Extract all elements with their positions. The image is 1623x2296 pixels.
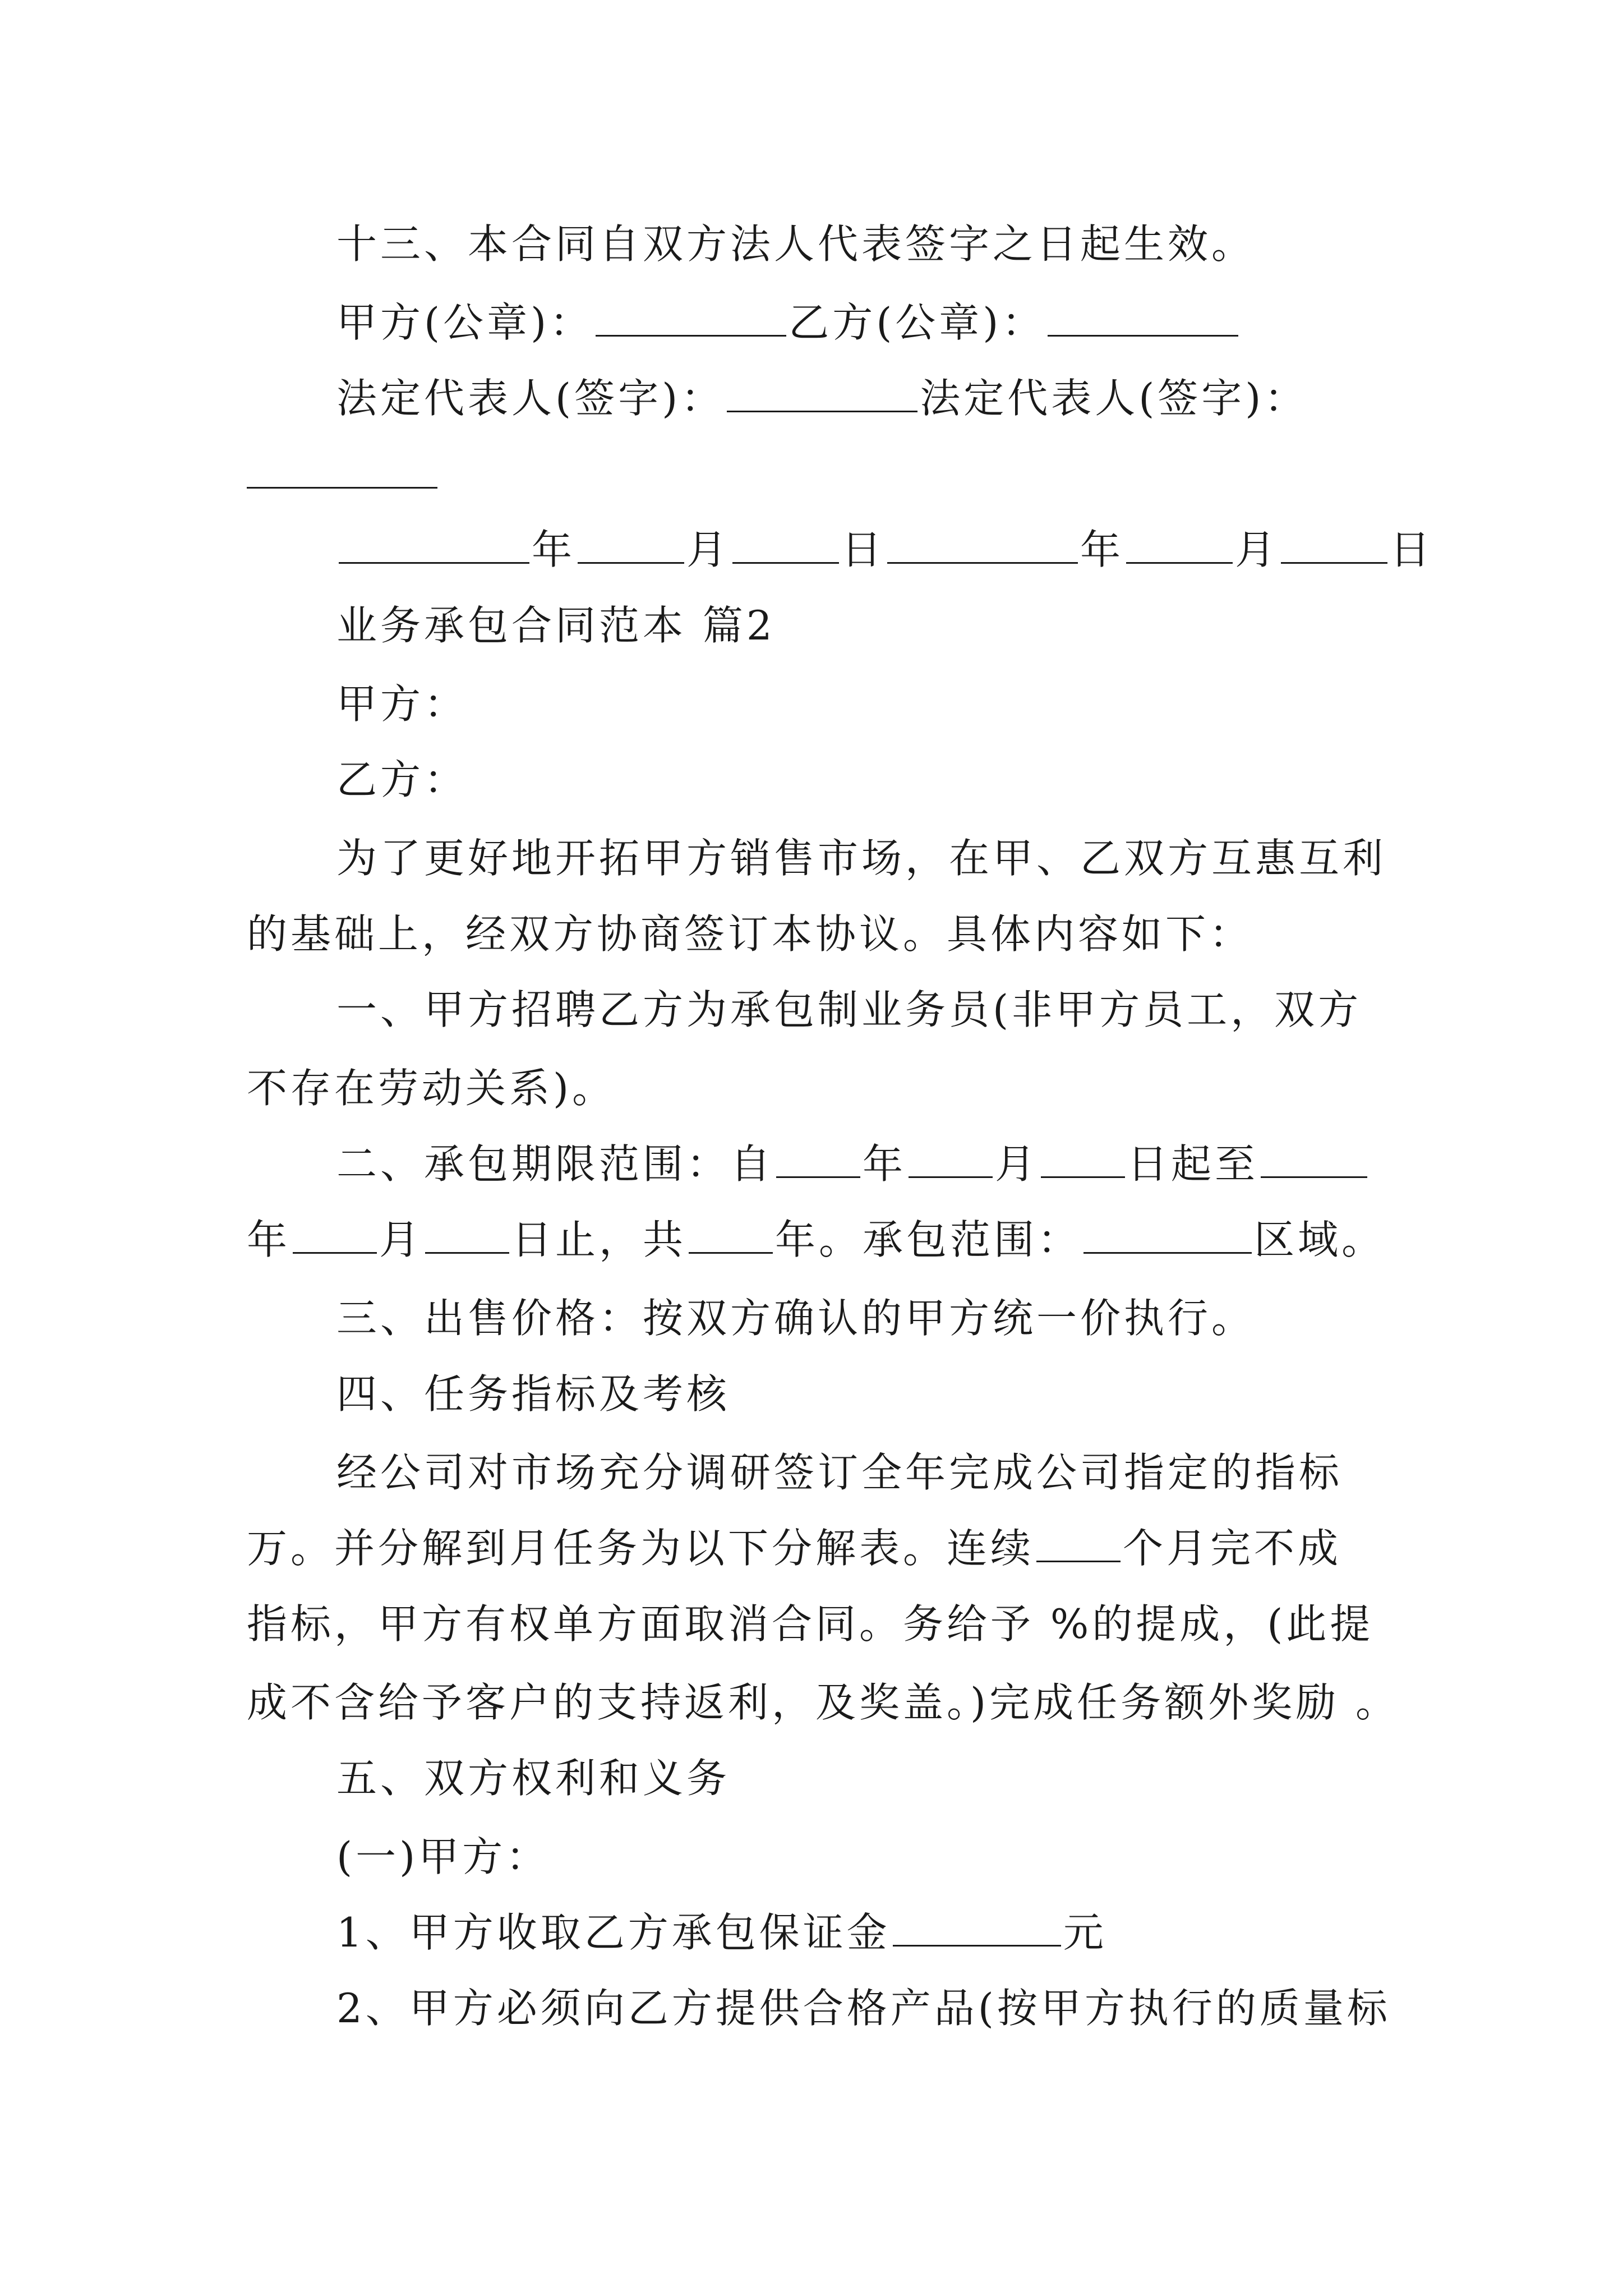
clause-4-title bbox=[0, 1366, 1623, 1422]
date-a-month: 月 bbox=[686, 526, 731, 573]
clause-2-line-2 bbox=[0, 1212, 1623, 1268]
clause-5-item-2 bbox=[0, 1980, 1623, 2036]
clause-4-title-text: 四、任务指标及考核 bbox=[336, 1370, 731, 1418]
clause-2-from-month-blank bbox=[909, 1139, 993, 1178]
clause-4-line-1 bbox=[0, 1444, 1623, 1501]
party-b-rep-blank bbox=[247, 486, 437, 489]
clause-3 bbox=[0, 1290, 1623, 1346]
clause-1-line-1 bbox=[0, 982, 1623, 1038]
clause-2-total-label: 日止，共 bbox=[511, 1216, 687, 1263]
clause-2-from-label: 二、承包期限范围：自 bbox=[336, 1140, 774, 1188]
clause-1-line-2 bbox=[0, 1060, 1623, 1116]
clause-5-item-1a-text: 1、甲方收取乙方承包保证金 bbox=[336, 1909, 891, 1956]
date-b-day: 日 bbox=[1390, 526, 1434, 573]
clause-1-line-1-text: 一、甲方招聘乙方为承包制业务员(非甲方员工，双方 bbox=[336, 986, 1362, 1033]
party-a-line bbox=[0, 676, 1623, 732]
clause-2-to-year-blank bbox=[1261, 1139, 1367, 1178]
clause-2-to-label: 日起至 bbox=[1127, 1140, 1259, 1188]
clause-2-to-month-blank bbox=[293, 1215, 377, 1254]
clause-2-line-1 bbox=[0, 1136, 1623, 1192]
date-a-day: 日 bbox=[841, 526, 886, 573]
clause-4-line-2b-text: 个月完不成 bbox=[1123, 1525, 1342, 1572]
clause-13 bbox=[0, 216, 1623, 272]
clause-5-item-1 bbox=[0, 1904, 1623, 1961]
date-a-year-blank bbox=[339, 525, 529, 564]
intro-line-2 bbox=[0, 906, 1623, 962]
party-b-seal-label: 乙方(公章)： bbox=[789, 299, 1046, 346]
date-a-month-blank bbox=[578, 525, 684, 564]
clause-2-region-label: 区域。 bbox=[1254, 1216, 1386, 1263]
clause-4-line-4 bbox=[0, 1674, 1623, 1731]
clause-4-months-blank bbox=[1036, 1524, 1121, 1562]
party-a-seal-blank bbox=[596, 298, 786, 337]
date-a-day-blank bbox=[732, 525, 839, 564]
clause-5-title-text: 五、双方权利和义务 bbox=[336, 1755, 731, 1802]
signature-rep-line bbox=[0, 370, 1623, 426]
clause-4-line-3 bbox=[0, 1596, 1623, 1652]
party-b-seal-blank bbox=[1048, 298, 1238, 337]
clause-1-line-2-text: 不存在劳动关系)。 bbox=[247, 1065, 616, 1112]
clause-2-from-year: 年 bbox=[863, 1140, 907, 1188]
clause-5-item-1b-text: 元 bbox=[1063, 1909, 1107, 1956]
clause-2-scope-blank bbox=[1083, 1215, 1252, 1254]
clause-3-text: 三、出售价格：按双方确认的甲方统一价执行。 bbox=[336, 1295, 1256, 1342]
date-line bbox=[0, 522, 1623, 578]
intro-line-1 bbox=[0, 830, 1623, 886]
clause-5-sub-1 bbox=[0, 1829, 1623, 1885]
clause-2-total-blank bbox=[689, 1215, 773, 1254]
clause-2-to-year: 年 bbox=[247, 1216, 291, 1263]
intro-line-2-text: 的基础上，经双方协商签订本协议。具体内容如下： bbox=[247, 910, 1253, 958]
section-title bbox=[0, 597, 1623, 654]
clause-2-from-day-blank bbox=[1041, 1139, 1125, 1178]
party-b-rep-label: 法定代表人(签字)： bbox=[920, 375, 1308, 422]
clause-2-to-day-blank bbox=[425, 1215, 509, 1254]
party-b-label: 乙方： bbox=[336, 756, 468, 803]
date-b-month: 月 bbox=[1235, 526, 1279, 573]
date-b-month-blank bbox=[1126, 525, 1233, 564]
date-b-year-blank bbox=[887, 525, 1078, 564]
clause-2-scope-label: 年。承包范围： bbox=[775, 1216, 1082, 1263]
clause-2-to-month: 月 bbox=[379, 1216, 423, 1263]
deposit-amount-blank bbox=[893, 1908, 1061, 1947]
date-b-day-blank bbox=[1281, 525, 1387, 564]
party-a-rep-label: 法定代表人(签字)： bbox=[336, 375, 725, 422]
date-b-year: 年 bbox=[1080, 526, 1124, 573]
party-b-line bbox=[0, 752, 1623, 808]
party-a-seal-label: 甲方(公章)： bbox=[336, 299, 594, 346]
clause-4-line-1-text: 经公司对市场充分调研签订全年完成公司指定的指标 bbox=[336, 1449, 1343, 1496]
clause-5-sub-1-text: (一)甲方： bbox=[336, 1833, 550, 1880]
clause-4-line-2 bbox=[0, 1520, 1623, 1576]
clause-5-item-2-text: 2、甲方必须向乙方提供合格产品(按甲方执行的质量标 bbox=[336, 1985, 1391, 2032]
clause-2-from-year-blank bbox=[776, 1139, 860, 1178]
clause-2-from-month: 月 bbox=[995, 1140, 1039, 1188]
signature-seal-line bbox=[0, 295, 1623, 351]
party-a-label: 甲方： bbox=[336, 680, 468, 728]
clause-13-text: 十三、本合同自双方法人代表签字之日起生效。 bbox=[336, 220, 1256, 268]
clause-4-line-3-text: 指标，甲方有权单方面取消合同。务给予 %的提成，(此提 bbox=[247, 1600, 1374, 1648]
party-a-rep-blank bbox=[727, 374, 917, 412]
clause-4-line-4-text: 成不含给予客户的支持返利，及奖盖。)完成任务额外奖励 。 bbox=[247, 1679, 1399, 1726]
date-a-year: 年 bbox=[532, 526, 576, 573]
section-title-text: 业务承包合同范本 篇2 bbox=[336, 602, 776, 649]
intro-line-1-text: 为了更好地开拓甲方销售市场，在甲、乙双方互惠互利 bbox=[336, 835, 1387, 882]
clause-5-title bbox=[0, 1750, 1623, 1806]
clause-4-line-2a-text: 万。并分解到月任务为以下分解表。连续 bbox=[247, 1525, 1035, 1572]
